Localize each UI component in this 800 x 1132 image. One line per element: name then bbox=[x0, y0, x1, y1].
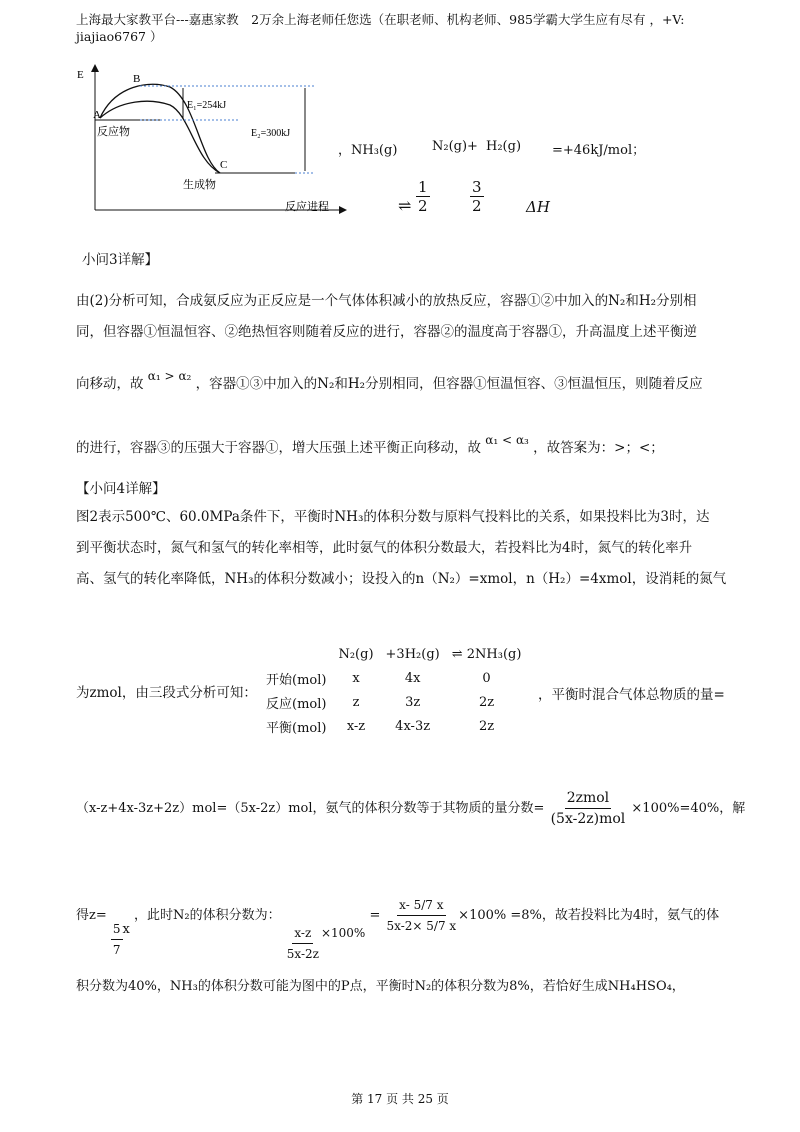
ice-row-change: 反应(mol) z 3z 2z bbox=[266, 694, 495, 712]
q4-para-4-start: 为zmol，由三段式分析可知： bbox=[76, 685, 257, 701]
n2-fraction: $\frac{x-z}{5x-2z}$ bbox=[285, 923, 321, 964]
eq-h2: H₂(g) bbox=[486, 139, 522, 154]
q4-para-2: 到平衡状态时，氮气和氢气的转化率相等，此时氨气的体积分数最大，若投料比为4时，氮气的转化率升 bbox=[76, 540, 693, 556]
eq-n2: N₂(g)+ bbox=[432, 139, 478, 154]
ice-table bbox=[260, 642, 527, 738]
eq-three-half-coef bbox=[470, 178, 484, 215]
n2-fraction-expanded: $\frac{x- 5/7 x}{5x-2\times 5/7 x}$ bbox=[385, 895, 459, 936]
eq-nh3: ，NH₃(g) bbox=[338, 143, 398, 158]
page-footer: 第 17 页 共 25 页 bbox=[351, 1092, 449, 1106]
q4-para-6-eq: = bbox=[369, 908, 381, 923]
y-axis-label: E bbox=[77, 69, 84, 81]
alpha-compare-2: α₁ < α₃ bbox=[485, 433, 529, 447]
q3-para-3-start: 向移动，故 bbox=[76, 376, 144, 392]
eq-dh: ΔH bbox=[526, 198, 550, 216]
q3-para-4 bbox=[76, 433, 664, 458]
e1-label: E₁=254kJ bbox=[187, 100, 227, 111]
header-line-2: jiajiao6767 ） bbox=[76, 29, 163, 44]
q3-para-4-end: ，故答案为：>；<； bbox=[533, 440, 664, 456]
q4-para-6-end: =8%，故若投料比为4时，氨气的体 bbox=[510, 908, 720, 923]
q4-para-5-start: （x-z+4x-3z+2z）mol=（5x-2z）mol，氨气的体积分数等于其物质的量分数= bbox=[76, 801, 545, 816]
eq-three-num: 3 bbox=[472, 178, 482, 196]
z-fraction: $\frac{5}{7}$ bbox=[111, 919, 123, 960]
q4-para-4-end: ，平衡时混合气体总物质的量= bbox=[538, 687, 725, 703]
z-fraction-x: x bbox=[122, 922, 130, 937]
eq-arrow: ⇌ bbox=[398, 196, 412, 215]
header-line-1: 上海最大家教平台---嘉惠家教 2万余上海老师任您选（在职老师、机构老师、985学霸大学生应有尽有 ，+V: bbox=[76, 12, 685, 27]
q4-para-6-start: 得z= bbox=[76, 908, 107, 923]
point-a-label: A bbox=[93, 109, 101, 121]
q4-para-5 bbox=[76, 788, 745, 829]
q4-para-6-mid: ，此时N₂的体积分数为： bbox=[134, 908, 281, 923]
eq-half-num: 1 bbox=[418, 178, 428, 196]
q4-para-3: 高、氢气的转化率降低，NH₃的体积分数减小；设投入的n（N₂）=xmol，n（H₂）=4xmol，设消耗的氮气 bbox=[76, 571, 727, 587]
eq-dh-value: =+46kJ/mol； bbox=[552, 143, 646, 158]
q4-title: 【小问4详解】 bbox=[76, 481, 166, 497]
eq-half-den: 2 bbox=[418, 197, 428, 215]
point-b-label: B bbox=[133, 73, 141, 85]
q4-para-7: 积分数为40%，NH₃的体积分数可能为图中的P点，平衡时N₂的体积分数为8%，若恰好生成NH₄HSO₄， bbox=[76, 979, 685, 994]
q3-para-3 bbox=[76, 369, 703, 394]
product-label: 生成物 bbox=[183, 178, 216, 191]
ammonia-fraction: $\frac{\text{2zmol}}{\text{(5x-2z)mol}}$ bbox=[550, 790, 626, 827]
q4-para-1: 图2表示500℃、60.0MPa条件下，平衡时NH₃的体积分数与原料气投料比的关系，如果投料比为3时，达 bbox=[76, 509, 710, 525]
e2-label: E₂=300kJ bbox=[251, 128, 291, 139]
q4-para-5-end: ×100%=40%，解 bbox=[631, 801, 746, 816]
eq-three-den: 2 bbox=[472, 197, 482, 215]
eq-half-coef bbox=[416, 178, 430, 215]
q3-para-2: 同，但容器①恒温恒容、②绝热恒容则随着反应的进行，容器②的温度高于容器①，升高温度上述平衡逆 bbox=[76, 324, 697, 340]
n2-fraction-expanded-tail: ×100% bbox=[458, 908, 507, 923]
q3-para-1: 由(2)分析可知，合成氨反应为正反应是一个气体体积减小的放热反应，容器①②中加入的N₂和H₂分别相 bbox=[76, 293, 697, 309]
q3-para-4-start: 的进行，容器③的压强大于容器①，增大压强上述平衡正向移动，故 bbox=[76, 440, 481, 456]
reactant-label: 反应物 bbox=[97, 125, 130, 138]
q3-para-3-end: ，容器①③中加入的N₂和H₂分别相同，但容器①恒温恒容、③恒温恒压，则随着反应 bbox=[195, 376, 703, 392]
q3-title: 小问3详解】 bbox=[82, 252, 159, 268]
q4-para-6 bbox=[76, 895, 719, 964]
ice-row-start: 开始(mol) x 4x 0 bbox=[266, 670, 491, 688]
ice-header-row: N₂(g) +3H₂(g) ⇌ 2NH₃(g) bbox=[338, 646, 522, 662]
x-axis-label: 反应进程 bbox=[285, 200, 329, 213]
n2-fraction-tail: ×100% bbox=[320, 926, 366, 940]
alpha-compare-1: α₁ > α₂ bbox=[147, 369, 192, 383]
ice-row-equilibrium: 平衡(mol) x-z 4x-3z 2z bbox=[266, 718, 495, 736]
point-c-label: C bbox=[220, 159, 228, 171]
